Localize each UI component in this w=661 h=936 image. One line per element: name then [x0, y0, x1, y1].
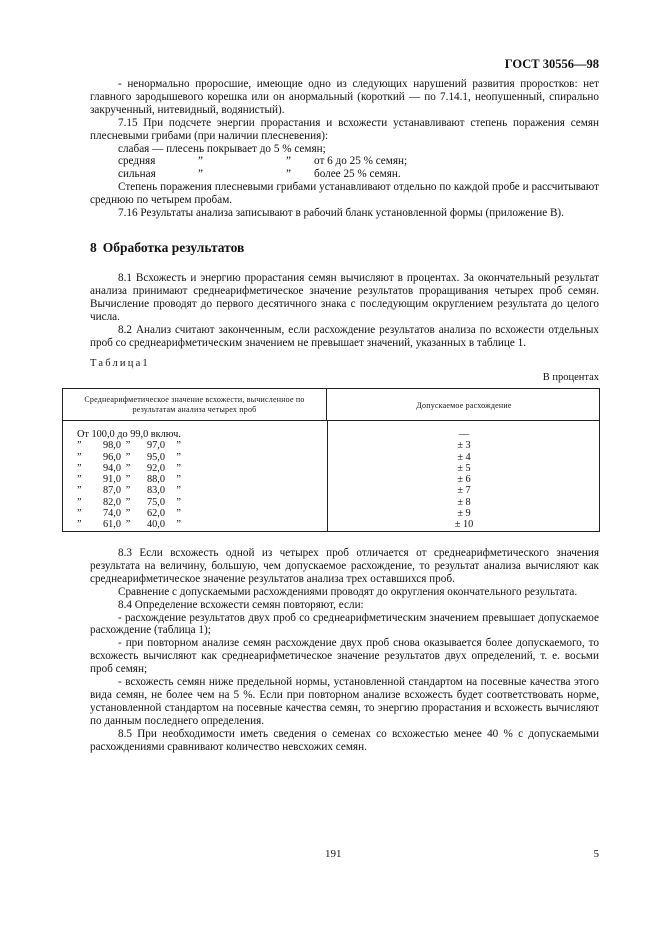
- paragraph-8-5: 8.5 При необходимости иметь сведения о семенах со всхожестью менее 40 % с допускаемыми расхождениями сравнивают количество невсхожих семян.: [90, 727, 599, 753]
- paragraph-8-3: 8.3 Если всхожесть одной из четырех проб отличается от среднеарифметического значения результата на величину, большую, чем допускаемое расхождение, то результат анализа вычисляют как среднеарифметическое значение результатов анализа трех оставшихся проб.: [90, 547, 599, 585]
- table-caption: Таблица1: [90, 358, 150, 369]
- paragraph-mold-calc: Степень поражения плесневыми грибами устанавливают отдельно по каждой пробе и рассчитывают среднюю по четырем пробам.: [90, 181, 599, 207]
- table-cell-m: ”: [125, 462, 131, 474]
- table-cell-m: ”: [125, 474, 131, 486]
- mold-degree-list: [90, 143, 599, 182]
- table-cell-e: ”: [176, 474, 181, 486]
- tolerance-table: [62, 388, 600, 532]
- table-cell-q: ”: [77, 519, 82, 531]
- table-header-row: [63, 389, 599, 421]
- paragraph-8-4: 8.4 Определение всхожести семян повторяют, если:: [118, 598, 364, 611]
- paragraph-abnormal-seedlings: - ненормально проросшие, имеющие одно из следующих нарушений развития проростков: нет главного зародышевого корешка или он анормальный (короткий — по 7.14.1, неопушенный, спирально закрученный, нитевидный, водянистый).: [90, 78, 599, 116]
- paragraph-8-4-b: - при повторном анализе семян расхождение двух проб снова оказывается более допускаемого, то всхожесть вычисляют как среднеарифметическое значение результатов двух определений, т. е. восьми проб семян;: [90, 637, 599, 676]
- tolerance-value: ± 3: [457, 440, 471, 452]
- after-table-block: [90, 547, 599, 754]
- tolerance-value: ± 4: [457, 451, 471, 463]
- table-column-ranges: [77, 429, 181, 531]
- tolerance-value: ± 8: [457, 496, 471, 508]
- tolerance-value: ± 6: [457, 474, 471, 486]
- range-row-list: [77, 440, 181, 530]
- table-cell-b: 92,0: [146, 462, 165, 474]
- table-cell-b: 88,0: [146, 474, 165, 486]
- mold-row-strong: сильная ” ” более 25 % семян.: [118, 168, 401, 181]
- tolerance-value: ± 10: [454, 519, 474, 531]
- table-cell-e: ”: [176, 451, 181, 463]
- table-cell-b: 62,0: [146, 508, 165, 520]
- table-cell-a: 98,0: [102, 440, 121, 452]
- top-text-block: [90, 78, 599, 220]
- table-header-mean: Среднеарифметическое значение всхожести, вычисленное по результатам анализа четырех проб: [63, 389, 327, 421]
- footer-page-total: 191: [325, 848, 342, 860]
- table-cell-q: ”: [77, 485, 82, 497]
- table-cell-q: ”: [77, 508, 82, 520]
- table-cell-a: 87,0: [102, 485, 121, 497]
- table-column-tolerances: [327, 429, 601, 531]
- table-cell-b: 95,0: [146, 451, 165, 463]
- table-cell-b: 83,0: [146, 485, 165, 497]
- table-row: [77, 497, 181, 508]
- table-cell-e: ”: [176, 440, 181, 452]
- table-cell-a: 82,0: [102, 496, 121, 508]
- section-text-block: [90, 272, 599, 349]
- document-header-id: ГОСТ 30556—98: [504, 57, 599, 71]
- table-cell-b: 75,0: [146, 496, 165, 508]
- table-cell-q: ”: [77, 496, 82, 508]
- table-cell-b: 40,0: [146, 519, 165, 531]
- table-cell-e: ”: [176, 462, 181, 474]
- table-cell-q: ”: [77, 451, 82, 463]
- paragraph-8-2: 8.2 Анализ считают законченным, если расхождение результатов анализа по всхожести отдельных проб со среднеарифметическим значением не превышает значений, указанных в таблице 1.: [90, 323, 599, 349]
- footer-page-local: 5: [593, 848, 599, 860]
- table-unit: В процентах: [542, 372, 599, 383]
- table-cell-e: ”: [176, 508, 181, 520]
- table-cell-m: ”: [125, 485, 131, 497]
- paragraph-7-15: 7.15 При подсчете энергии прорастания и всхожести устанавливают степень поражения семян плесневыми грибами (при наличии плесневения):: [90, 116, 599, 142]
- table-cell-q: ”: [77, 474, 82, 486]
- table-cell-m: ”: [125, 519, 131, 531]
- tolerance-value: ± 9: [457, 508, 471, 520]
- table-row: [77, 519, 181, 530]
- table-row-first: От 100,0 до 99,0 включ.: [77, 429, 181, 440]
- table-cell-q: ”: [77, 440, 82, 452]
- paragraph-8-1: 8.1 Всхожесть и энергию прорастания семян вычисляют в процентах. За окончательный результат анализа принимают среднеарифметическое значение результатов проращивания четырех проб семян. Вычисление проводят до первого десятичного знака с последующим округлением результата до целого числа.: [90, 272, 599, 323]
- table-cell-e: ”: [176, 519, 181, 531]
- mold-row-weak: слабая — плесень покрывает до 5 % семян;: [118, 142, 326, 155]
- table-cell-m: ”: [125, 508, 131, 520]
- table-cell-a: 91,0: [102, 474, 121, 486]
- table-row: [77, 485, 181, 496]
- table-cell-m: ”: [125, 451, 131, 463]
- paragraph-7-16: 7.16 Результаты анализа записывают в рабочий бланк установленной формы (приложение В).: [118, 207, 564, 220]
- table-cell-b: 97,0: [146, 440, 165, 452]
- tolerance-value: ± 5: [457, 462, 471, 474]
- table-cell-m: ”: [125, 496, 131, 508]
- table-row: [77, 452, 181, 463]
- paragraph-8-3-compare: Сравнение с допускаемыми расхождениями проводят до округления окончательного результата.: [118, 585, 578, 598]
- table-header-tolerance: Допускаемое расхождение: [416, 401, 512, 410]
- paragraph-8-4-c: - всхожесть семян ниже предельной нормы, установленной стандартом на посевные качества этого вида семян, не более чем на 5 %. Если при повторном анализе всхожесть будет соответствовать норме, установленной стандартом на посевные качества семян, то энергию прорастания и всхожесть вычисляют по данным последнего определения.: [90, 676, 599, 727]
- table-cell-a: 96,0: [102, 451, 121, 463]
- tolerance-value: ± 7: [457, 485, 471, 497]
- table-cell-a: 61,0: [102, 519, 121, 531]
- table-cell-a: 74,0: [102, 508, 121, 520]
- mold-row-medium: средняя ” ” от 6 до 25 % семян;: [118, 155, 408, 168]
- table-cell-e: ”: [176, 485, 181, 497]
- section-heading: 8 Обработка результатов: [90, 240, 245, 255]
- table-cell-a: 94,0: [102, 462, 121, 474]
- table-row: [77, 508, 181, 519]
- table-cell-q: ”: [77, 462, 82, 474]
- table-cell-m: ”: [125, 440, 131, 452]
- table-cell-e: ”: [176, 496, 181, 508]
- table-row: [77, 463, 181, 474]
- tolerance-value: —: [458, 429, 470, 440]
- table-row: [77, 474, 181, 485]
- table-row: [77, 440, 181, 451]
- paragraph-8-4-a: - расхождение результатов двух проб со среднеарифметическим значением превышает допускаемое расхождение (таблица 1);: [90, 611, 599, 637]
